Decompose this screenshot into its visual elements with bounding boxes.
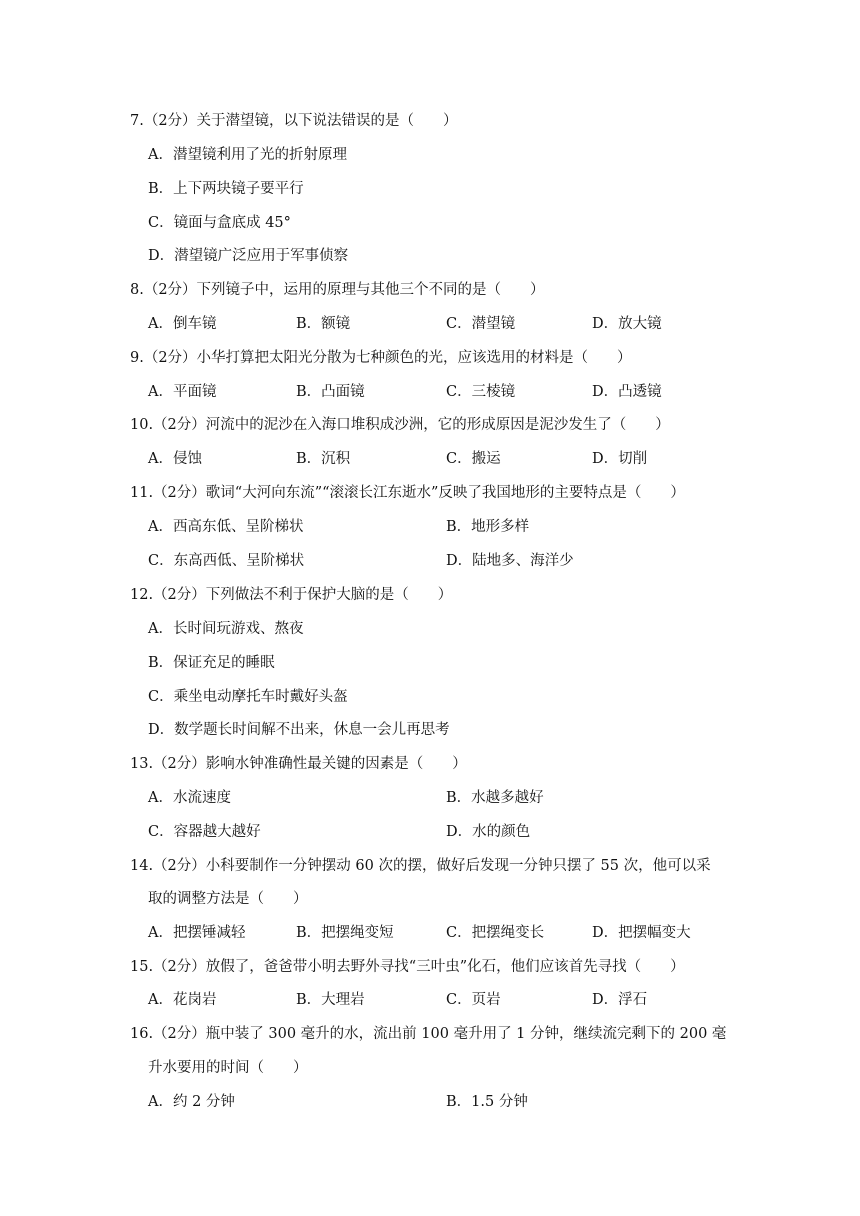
question-13-option-d: D．水的颜色 [446,824,531,840]
question-12-stem: 12.（2分）下列做法不利于保护大脑的是（ ） [130,587,453,603]
question-9-option-a: A．平面镜 [148,384,217,400]
question-14-option-a: A．把摆锤减轻 [148,925,246,941]
question-7-option-c: C．镜面与盒底成 45° [148,215,291,231]
question-15-option-b: B．大理岩 [296,992,365,1008]
question-12-option-a: A．长时间玩游戏、熬夜 [148,621,304,637]
question-14-stem-continued: 取的调整方法是（ ） [148,891,308,907]
question-10-option-d: D．切削 [592,451,648,467]
question-10-option-b: B．沉积 [296,451,351,467]
question-9-option-d: D．凸透镜 [592,384,662,400]
question-11-option-d: D．陆地多、海洋少 [446,553,574,569]
question-16-stem: 16.（2分）瓶中装了 300 毫升的水，流出前 100 毫升用了 1 分钟，继续流完剩下的 200 毫 [130,1026,727,1042]
question-14-stem: 14.（2分）小科要制作一分钟摆动 60 次的摆，做好后发现一分钟只摆了 55 次，他可以采 [130,858,711,874]
question-15-option-d: D．浮石 [592,992,648,1008]
question-9-option-c: C．三棱镜 [446,384,516,400]
question-8-option-a: A．倒车镜 [148,316,217,332]
question-10-stem: 10.（2分）河流中的泥沙在入海口堆积成沙洲，它的形成原因是泥沙发生了（ ） [130,417,670,433]
question-12-option-c: C．乘坐电动摩托车时戴好头盔 [148,689,348,705]
question-8-stem: 8.（2分）下列镜子中，运用的原理与其他三个不同的是（ ） [130,282,545,298]
question-7-stem: 7.（2分）关于潜望镜，以下说法错误的是（ ） [130,113,458,129]
question-11-option-b: B．地形多样 [446,519,530,535]
question-16-option-b: B．1.5 分钟 [446,1094,528,1110]
question-12-option-d: D．数学题长时间解不出来，休息一会儿再思考 [148,722,450,738]
question-12-option-b: B．保证充足的睡眠 [148,655,275,671]
question-14-option-d: D．把摆幅变大 [592,925,691,941]
question-10-option-c: C．搬运 [446,451,501,467]
question-11-option-c: C．东高西低、呈阶梯状 [148,553,305,569]
question-7-option-a: A．潜望镜利用了光的折射原理 [148,147,347,163]
question-7-option-b: B．上下两块镜子要平行 [148,181,304,197]
question-10-option-a: A．侵蚀 [148,451,202,467]
question-14-option-b: B．把摆绳变短 [296,925,394,941]
question-11-stem: 11.（2分）歌词“大河向东流”“滚滚长江东逝水”反映了我国地形的主要特点是（ ） [130,485,685,501]
question-16-option-a: A．约 2 分钟 [148,1094,235,1110]
question-7-option-d: D．潜望镜广泛应用于军事侦察 [148,248,349,264]
question-8-option-b: B．额镜 [296,316,351,332]
question-16-stem-continued: 升水要用的时间（ ） [148,1060,308,1076]
question-9-stem: 9.（2分）小华打算把太阳光分散为七种颜色的光，应该选用的材料是（ ） [130,350,632,366]
question-8-option-d: D．放大镜 [592,316,662,332]
question-15-option-c: C．页岩 [446,992,501,1008]
question-13-option-b: B．水越多越好 [446,790,544,806]
question-13-option-a: A．水流速度 [148,790,231,806]
question-11-option-a: A．西高东低、呈阶梯状 [148,519,304,535]
question-13-option-c: C．容器越大越好 [148,824,261,840]
question-9-option-b: B．凸面镜 [296,384,365,400]
question-14-option-c: C．把摆绳变长 [446,925,545,941]
question-13-stem: 13.（2分）影响水钟准确性最关键的因素是（ ） [130,756,467,772]
question-8-option-c: C．潜望镜 [446,316,516,332]
question-15-stem: 15.（2分）放假了，爸爸带小明去野外寻找“三叶虫”化石，他们应该首先寻找（ ） [130,959,685,975]
question-15-option-a: A．花岗岩 [148,992,217,1008]
